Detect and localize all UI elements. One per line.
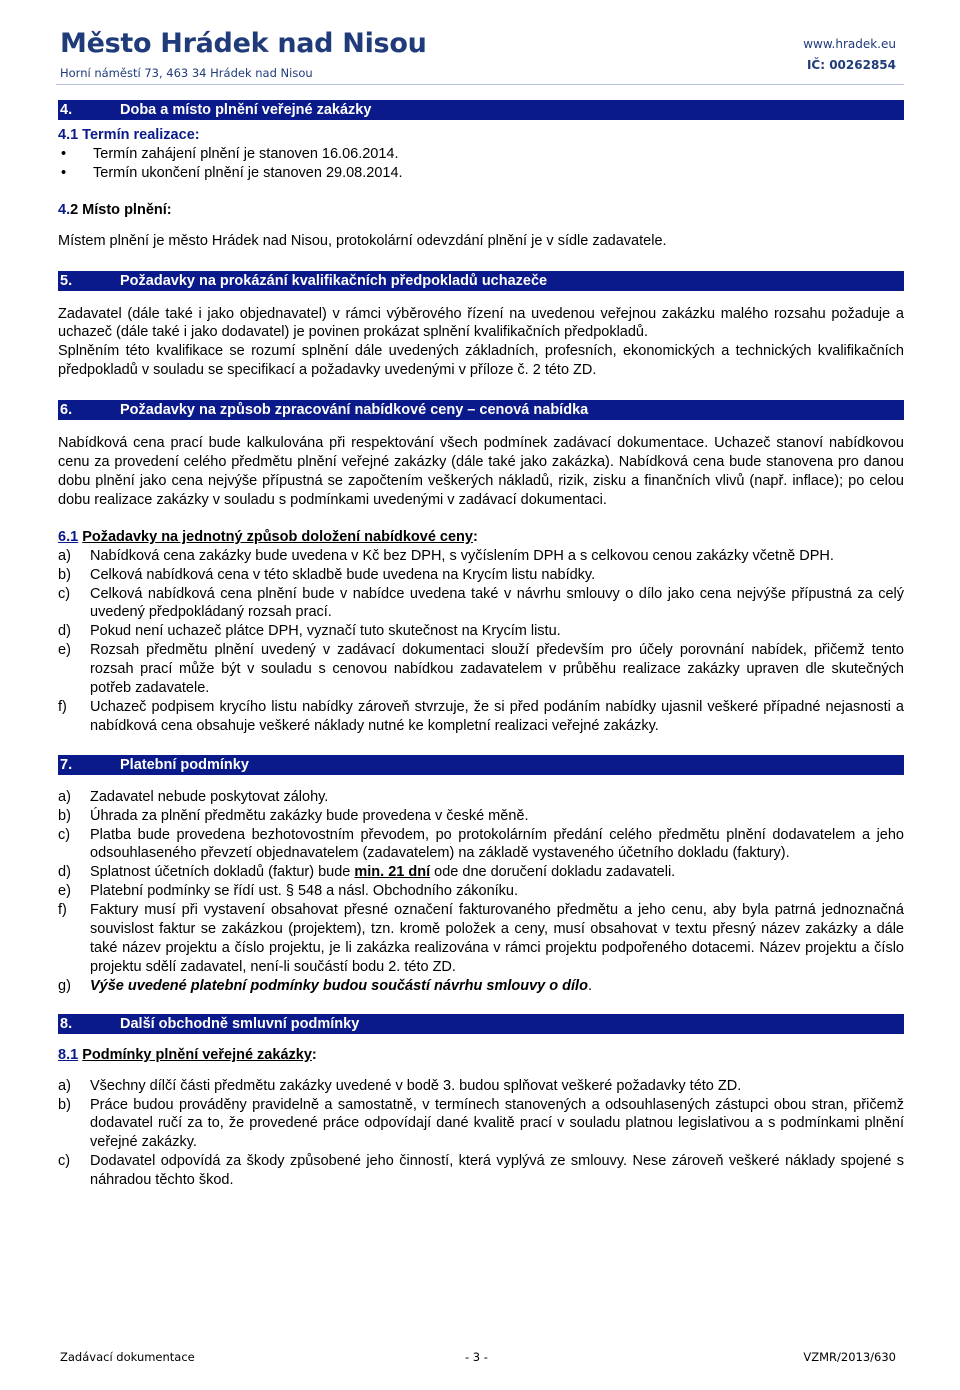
list-letter: f) (58, 902, 67, 919)
list-letter: g) (58, 977, 71, 994)
list-item (58, 547, 904, 566)
subsection-4-2-title (58, 201, 904, 220)
subsection-colon: : (472, 528, 478, 545)
text-run: Splatnost účetních dokladů (faktur) bude (90, 864, 355, 881)
section-title: Požadavky na prokázání kvalifikačních předpokladů uchazeče (120, 272, 548, 289)
section-number: 6. (60, 402, 73, 419)
list-item (58, 585, 904, 623)
term-list (58, 145, 904, 183)
list-item (58, 882, 904, 901)
footer-reference: VZMR/2013/630 (803, 1350, 896, 1364)
section-title: Platební podmínky (120, 756, 249, 773)
list-text: Všechny dílčí části předmětu zakázky uvedené v bodě 3. budou splňovat veškeré požadavky této ZD. (90, 1077, 742, 1094)
list-item (58, 1152, 904, 1190)
section-title: Doba a místo plnění veřejné zakázky (120, 102, 372, 118)
list-text: Nabídková cena zakázky bude uvedena v Kč bez DPH, s vyčíslením DPH a s celkovou cenou zakázky včetně DPH. (90, 547, 834, 564)
subsection-4-1-title: 4.1 Termín realizace: (58, 127, 200, 143)
contract-terms-list (58, 1077, 904, 1190)
list-text: Platební podmínky se řídí ust. § 548 a násl. Obchodního zákoníku. (90, 883, 519, 900)
header-website: www.hradek.eu (803, 37, 896, 51)
list-item (58, 788, 904, 807)
section-7-heading (58, 755, 904, 775)
list-letter: d) (58, 864, 71, 881)
section-number: 5. (60, 272, 73, 289)
list-item (58, 826, 904, 864)
list-text: Platba bude provedena bezhotovostním převodem, po protokolárním předání celého předmětu plnění dodavatelem a jeho odsouhlaseného převzetí objednavatelem (zadavatelem) na základě vystaveného účetního dokladu (faktury). (90, 826, 904, 862)
list-letter: a) (58, 788, 71, 805)
list-letter: b) (58, 807, 71, 824)
section-number: 7. (60, 756, 73, 773)
section-4-heading (58, 100, 904, 120)
list-letter: e) (58, 883, 71, 900)
price-requirements-list (58, 547, 904, 736)
subsection-title: 2 Místo plnění: (70, 201, 172, 218)
list-item (58, 622, 904, 641)
list-item (58, 977, 904, 996)
header-ico: IČ: 00262854 (806, 58, 896, 72)
list-text (90, 863, 904, 882)
footer-page-number: - 3 - (465, 1350, 488, 1364)
list-letter: a) (58, 1077, 71, 1094)
list-letter: b) (58, 566, 71, 583)
header-divider (56, 84, 904, 85)
section-8-heading (58, 1014, 904, 1034)
list-item (58, 1096, 904, 1153)
list-item (58, 566, 904, 585)
price-paragraph: Nabídková cena prací bude kalkulována při respektování všech podmínek zadávací dokumentace. Uchazeč stanoví nabídkovou cenu za provedení celého předmětu plnění veřejné zakázky (dále také jako zakázka). Nabídková cena bude stanovena pro danou dobu plnění jako cena nejvýše přípustná se započtením veškerých nákladů, rizik, zisku a finančních vlivů (např. inflace); po celou dobu realizace zakázky v souladu s podmínkami uvedenými v zadávací dokumentaci. (58, 435, 904, 508)
list-text (90, 977, 904, 996)
list-text: Celková nabídková cena plnění bude v nabídce uvedena také v návrhu smlouvy o dílo jako cena nejvýše přípustná za celý uvedený předpokládaný rozsah prací. (90, 585, 904, 621)
document-body (58, 100, 904, 1190)
list-text: Rozsah předmětu plnění uvedený v zadávací dokumentaci slouží především pro účely porovnání nabídek, přičemž tento rozsah prací může být v souladu s cenovou nabídkou zadavatelem v průběhu realizace zakázky upraven dle skutečných potřeb zadavatele. (90, 642, 904, 697)
list-text: Zadavatel nebude poskytovat zálohy. (90, 788, 329, 805)
list-item (58, 641, 904, 698)
subsection-number: 6.1 (58, 528, 79, 545)
list-letter: b) (58, 1096, 71, 1113)
subsection-title: Požadavky na jednotný způsob doložení nabídkové ceny (82, 528, 473, 545)
list-text: Faktury musí při vystavení obsahovat přesné označení fakturovaného předmětu a jeho cenu, aby byla patrná jednoznačná souvislost faktur se zakázkou (projektem), tzn. kromě položek a ceny, musí obsahovat v textu přesný název zakázky a dále také název projektu a číslo projektu, je li zakázka realizována v rámci projektu podpořeného dotacemi. Název projektu a číslo projektu sdělí zadavatel, není-li součástí bodu 2. této ZD. (90, 902, 904, 975)
list-letter: c) (58, 1153, 71, 1170)
list-text: Dodavatel odpovídá za škody způsobené jeho činností, která vyplývá ze smlouvy. Nese zároveň veškeré náklady spojené s náhradou těchto škod. (90, 1153, 904, 1189)
list-text: Pokud není uchazeč plátce DPH, vyznačí tuto skutečnost na Krycím listu. (90, 623, 561, 640)
list-letter: e) (58, 642, 71, 659)
section-title: Další obchodně smluvní podmínky (120, 1015, 360, 1032)
footer-document-name: Zadávací dokumentace (60, 1350, 195, 1364)
list-item (58, 863, 904, 882)
qualification-paragraph-2: Splněním této kvalifikace se rozumí splnění dále uvedených základních, profesních, ekonomických a technických kvalifikačních předpokladů v souladu se specifikací a požadavky uvedenými v příloze č. 2 této ZD. (58, 343, 904, 379)
subsection-6-1-title (58, 528, 904, 547)
list-item (58, 901, 904, 977)
subsection-8-1-title (58, 1046, 904, 1065)
section-5-heading (58, 271, 904, 291)
emphasis-text: Výše uvedené platební podmínky budou součástí návrhu smlouvy o dílo (90, 977, 588, 994)
section-number: 8. (60, 1015, 73, 1032)
qualification-paragraph-1: Zadavatel (dále také i jako objednavatel) v rámci výběrového řízení na uvedenou veřejnou zakázku malého rozsahu požaduje a uchazeč (dále také i jako dodavatel) je povinen prokázat splnění kvalifikačních předpokladů. (58, 305, 904, 341)
place-paragraph: Místem plnění je město Hrádek nad Nisou, protokolární odevzdání plnění je v sídle zadavatele. (58, 232, 667, 249)
list-letter: f) (58, 698, 67, 715)
list-letter: c) (58, 585, 71, 602)
subsection-colon: : (311, 1046, 317, 1063)
text-run: ode dne doručení dokladu zadavateli. (430, 864, 676, 881)
list-item: • Termín zahájení plnění je stanoven 16.06.2014. (58, 145, 904, 164)
list-text: Úhrada za plnění předmětu zakázky bude provedena v české měně. (90, 807, 529, 824)
section-6-heading (58, 400, 904, 420)
subsection-number: 8.1 (58, 1046, 79, 1063)
list-letter: a) (58, 547, 71, 564)
header-address: Horní náměstí 73, 463 34 Hrádek nad Nisou (60, 66, 313, 80)
subsection-title: Podmínky plnění veřejné zakázky (82, 1046, 312, 1063)
text-run: . (587, 977, 592, 994)
list-item (58, 1077, 904, 1096)
list-item (58, 807, 904, 826)
list-text: Celková nabídková cena v této skladbě bude uvedena na Krycím listu nabídky. (90, 566, 596, 583)
list-letter: d) (58, 623, 71, 640)
due-days: min. 21 dní (354, 864, 431, 881)
list-item (58, 698, 904, 736)
payment-terms-list (58, 788, 904, 996)
header-title: Město Hrádek nad Nisou (60, 28, 427, 59)
subsection-number: 4. (58, 201, 71, 218)
list-text: Práce budou prováděny pravidelně a samostatně, v termínech stanovených a odsouhlasených zástupci obou stran, přičemž dodavatel ručí za to, že provedené práce odpovídají dané kvalitě prací v souladu platnou legislativou a s podmínkami plnění veřejné zakázky. (90, 1096, 904, 1151)
list-letter: c) (58, 826, 71, 843)
section-number: 4. (60, 102, 73, 118)
section-title: Požadavky na způsob zpracování nabídkové ceny – cenová nabídka (120, 402, 589, 419)
list-item: • Termín ukončení plnění je stanoven 29.08.2014. (58, 164, 904, 183)
list-text: Uchazeč podpisem krycího listu nabídky zároveň stvrzuje, že si před podáním nabídky ujasnil veškeré případné nejasnosti a nabídková cena obsahuje veškeré náklady nutné ke kompletní realizaci veřejné zakázky. (90, 698, 904, 734)
